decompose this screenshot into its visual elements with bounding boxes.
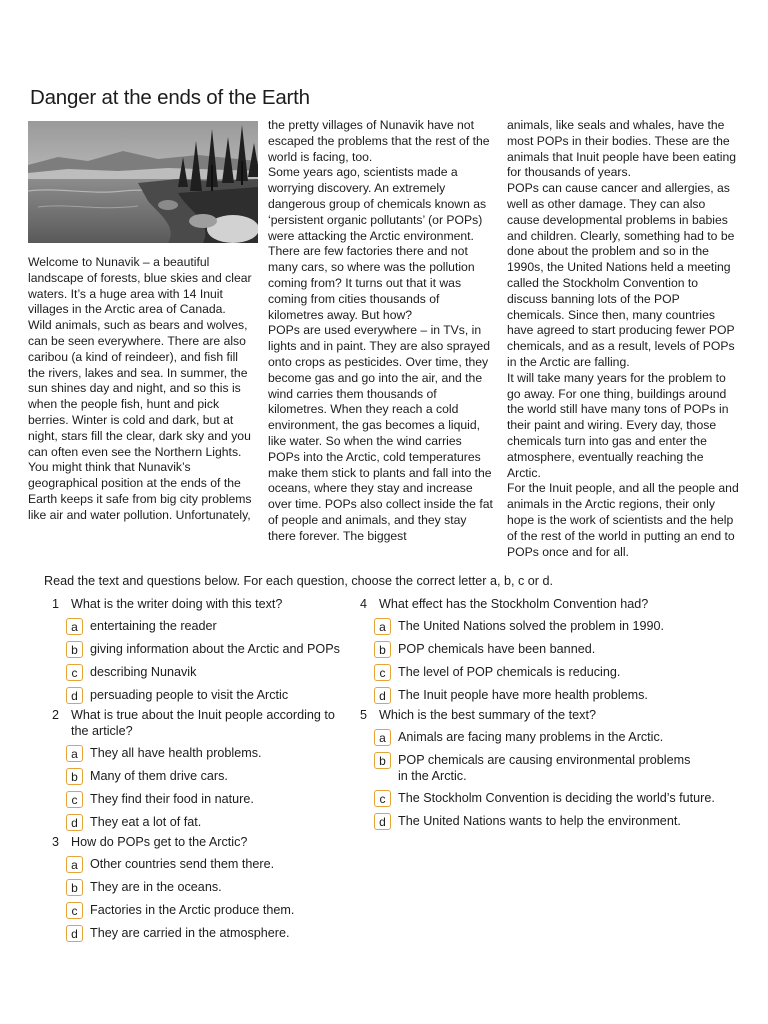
option-letter-badge[interactable]: a [66,618,83,635]
answer-option[interactable] [66,618,352,635]
answer-option[interactable] [66,814,352,831]
question-number: 5 [360,708,368,722]
answer-option[interactable] [66,791,352,808]
option-letter-badge[interactable]: d [374,687,391,704]
answer-option[interactable] [66,879,352,896]
quiz-instruction: Read the text and questions below. For each question, choose the correct letter a, b, c or d. [44,574,553,588]
answer-option[interactable] [374,618,730,635]
option-text: The Inuit people have more health problems. [398,688,648,702]
answer-option[interactable] [374,729,730,746]
option-letter-badge[interactable]: a [66,856,83,873]
option-text: persuading people to visit the Arctic [90,688,289,702]
option-text: giving information about the Arctic and POPs [90,642,340,656]
option-text: They find their food in nature. [90,792,254,806]
article-paragraph: Wild animals, such as bears and wolves, can be seen everywhere. There are also caribou (a kind of reindeer), and fish fill the rivers, lakes and sea. In summer, the sun shines day and night, and so this is when the people fish, hunt and pick berries. Winter is cold and dark, but at night, stars fill the clear, dark sky and you can often even see the Northern Lights. [28,318,251,459]
question-stem [52,596,352,612]
article-column-1 [28,255,256,524]
answer-option[interactable] [66,687,352,704]
question-3 [52,834,352,942]
article-title: Danger at the ends of the Earth [30,86,310,109]
question-stem [52,834,352,850]
option-letter-badge[interactable]: d [66,925,83,942]
article-column-3 [507,118,739,560]
article-paragraph: animals, like seals and whales, have the most POPs in their bodies. These are the animals that Inuit people have been eating for thousands of years. [507,118,737,180]
question-stem [360,596,730,612]
option-text: They are carried in the atmosphere. [90,926,290,940]
question-text: What effect has the Stockholm Convention had? [379,597,649,611]
lake-landscape-image [28,121,258,243]
answer-option[interactable] [66,745,352,762]
option-letter-badge[interactable]: c [66,791,83,808]
option-letter-badge[interactable]: d [66,687,83,704]
article-paragraph: It will take many years for the problem to go away. For one thing, buildings around the world still have many tons of POPs in their paint and wiring. Every day, those chemicals turn into gas and enter the atmosphere, eventually reaching the Arctic. [507,370,729,480]
question-text: Which is the best summary of the text? [379,708,596,722]
option-text: describing Nunavik [90,665,197,679]
option-text: The Stockholm Convention is deciding the world’s future. [398,791,715,805]
article-paragraph: You might think that Nunavik’s geographical position at the ends of the Earth keeps it safe from big city problems like air and water pollution. Unfortunately, [28,460,252,522]
question-stem [360,707,730,723]
answer-option[interactable] [374,641,730,658]
option-text: The United Nations wants to help the environment. [398,814,681,828]
lake-landscape-photo [28,121,258,243]
question-column-left [52,596,352,942]
option-letter-badge[interactable]: b [66,641,83,658]
question-1 [52,596,352,704]
question-text: What is the writer doing with this text? [71,597,283,611]
option-letter-badge[interactable]: b [66,768,83,785]
article-column-2 [268,118,496,545]
answer-option[interactable] [374,687,730,704]
option-text: Other countries send them there. [90,857,275,871]
option-letter-badge[interactable]: a [66,745,83,762]
answer-option[interactable] [66,902,352,919]
question-number: 1 [52,597,60,611]
question-column-right [360,596,730,830]
question-5 [360,707,730,830]
answer-option[interactable] [374,813,730,830]
article-paragraph: POPs are used everywhere – in TVs, in lights and in paint. They are also sprayed onto crops as pesticides. Over time, they become gas and go into the air, and the wind carries them thousands of kilometres. When they reach a cold environment, the gas becomes a liquid, like water. So when the wind carries POPs into the Arctic, cold temperatures make them stick to plants and fall into the oceans, where they stay and increase over time. POPs also collect inside the fat of people and animals, and they stay there forever. The biggest [268,323,493,543]
answer-option[interactable] [66,664,352,681]
article-paragraph: the pretty villages of Nunavik have not escaped the problems that the rest of the world is facing, too. [268,118,490,164]
question-number: 2 [52,708,60,722]
question-number: 4 [360,597,368,611]
question-4 [360,596,730,704]
question-text: What is true about the Inuit people according to the article? [71,708,335,738]
option-text: Animals are facing many problems in the Arctic. [398,730,664,744]
answer-option[interactable] [374,752,730,784]
option-letter-badge[interactable]: c [374,790,391,807]
article-paragraph: Welcome to Nunavik – a beautiful landscape of forests, blue skies and clear waters. It’s a huge area with 14 Inuit villages in the Arctic area of Canada. [28,255,252,317]
answer-option[interactable] [374,790,730,807]
option-letter-badge[interactable]: a [374,618,391,635]
question-text: How do POPs get to the Arctic? [71,835,248,849]
option-letter-badge[interactable]: b [374,752,391,769]
option-text: The level of POP chemicals is reducing. [398,665,621,679]
option-text: entertaining the reader [90,619,217,633]
answer-option[interactable] [66,641,352,658]
article-paragraph: For the Inuit people, and all the people and animals in the Arctic regions, their only hope is the work of scientists and the help of the rest of the world in putting an end to POPs once and for all. [507,481,739,559]
answer-option[interactable] [66,768,352,785]
question-number: 3 [52,835,60,849]
option-letter-badge[interactable]: a [374,729,391,746]
option-text: Many of them drive cars. [90,769,228,783]
option-text: Factories in the Arctic produce them. [90,903,295,917]
question-stem [52,707,352,739]
answer-option[interactable] [66,856,352,873]
option-letter-badge[interactable]: b [374,641,391,658]
question-2 [52,707,352,831]
option-letter-badge[interactable]: b [66,879,83,896]
option-text: They are in the oceans. [90,880,222,894]
option-text: POP chemicals have been banned. [398,642,596,656]
option-letter-badge[interactable]: d [374,813,391,830]
option-text: They eat a lot of fat. [90,815,202,829]
option-letter-badge[interactable]: c [374,664,391,681]
option-letter-badge[interactable]: c [66,664,83,681]
article-paragraph: POPs can cause cancer and allergies, as well as other damage. They can also cause developmental problems in babies and children. Clearly, something had to be done about the problem and so in the 1990s, the United Nations held a meeting called the Stockholm Convention to discuss banning lots of the POP chemicals. Since then, many countries have agreed to start producing fewer POP chemicals, and as a result, levels of POPs in the Arctic are falling. [507,181,735,369]
option-letter-badge[interactable]: c [66,902,83,919]
answer-option[interactable] [374,664,730,681]
option-letter-badge[interactable]: d [66,814,83,831]
answer-option[interactable] [66,925,352,942]
article-paragraph: Some years ago, scientists made a worrying discovery. An extremely dangerous group of chemicals known as ‘persistent organic pollutants’ (or POPs) were attacking the Arctic environment. There are few factories there and not many cars, so where was the pollution coming from? It turns out that it was coming from cities thousands of kilometres away. But how? [268,165,487,322]
option-text: The United Nations solved the problem in 1990. [398,619,665,633]
option-text: POP chemicals are causing environmental problems in the Arctic. [398,753,691,783]
option-text: They all have health problems. [90,746,262,760]
